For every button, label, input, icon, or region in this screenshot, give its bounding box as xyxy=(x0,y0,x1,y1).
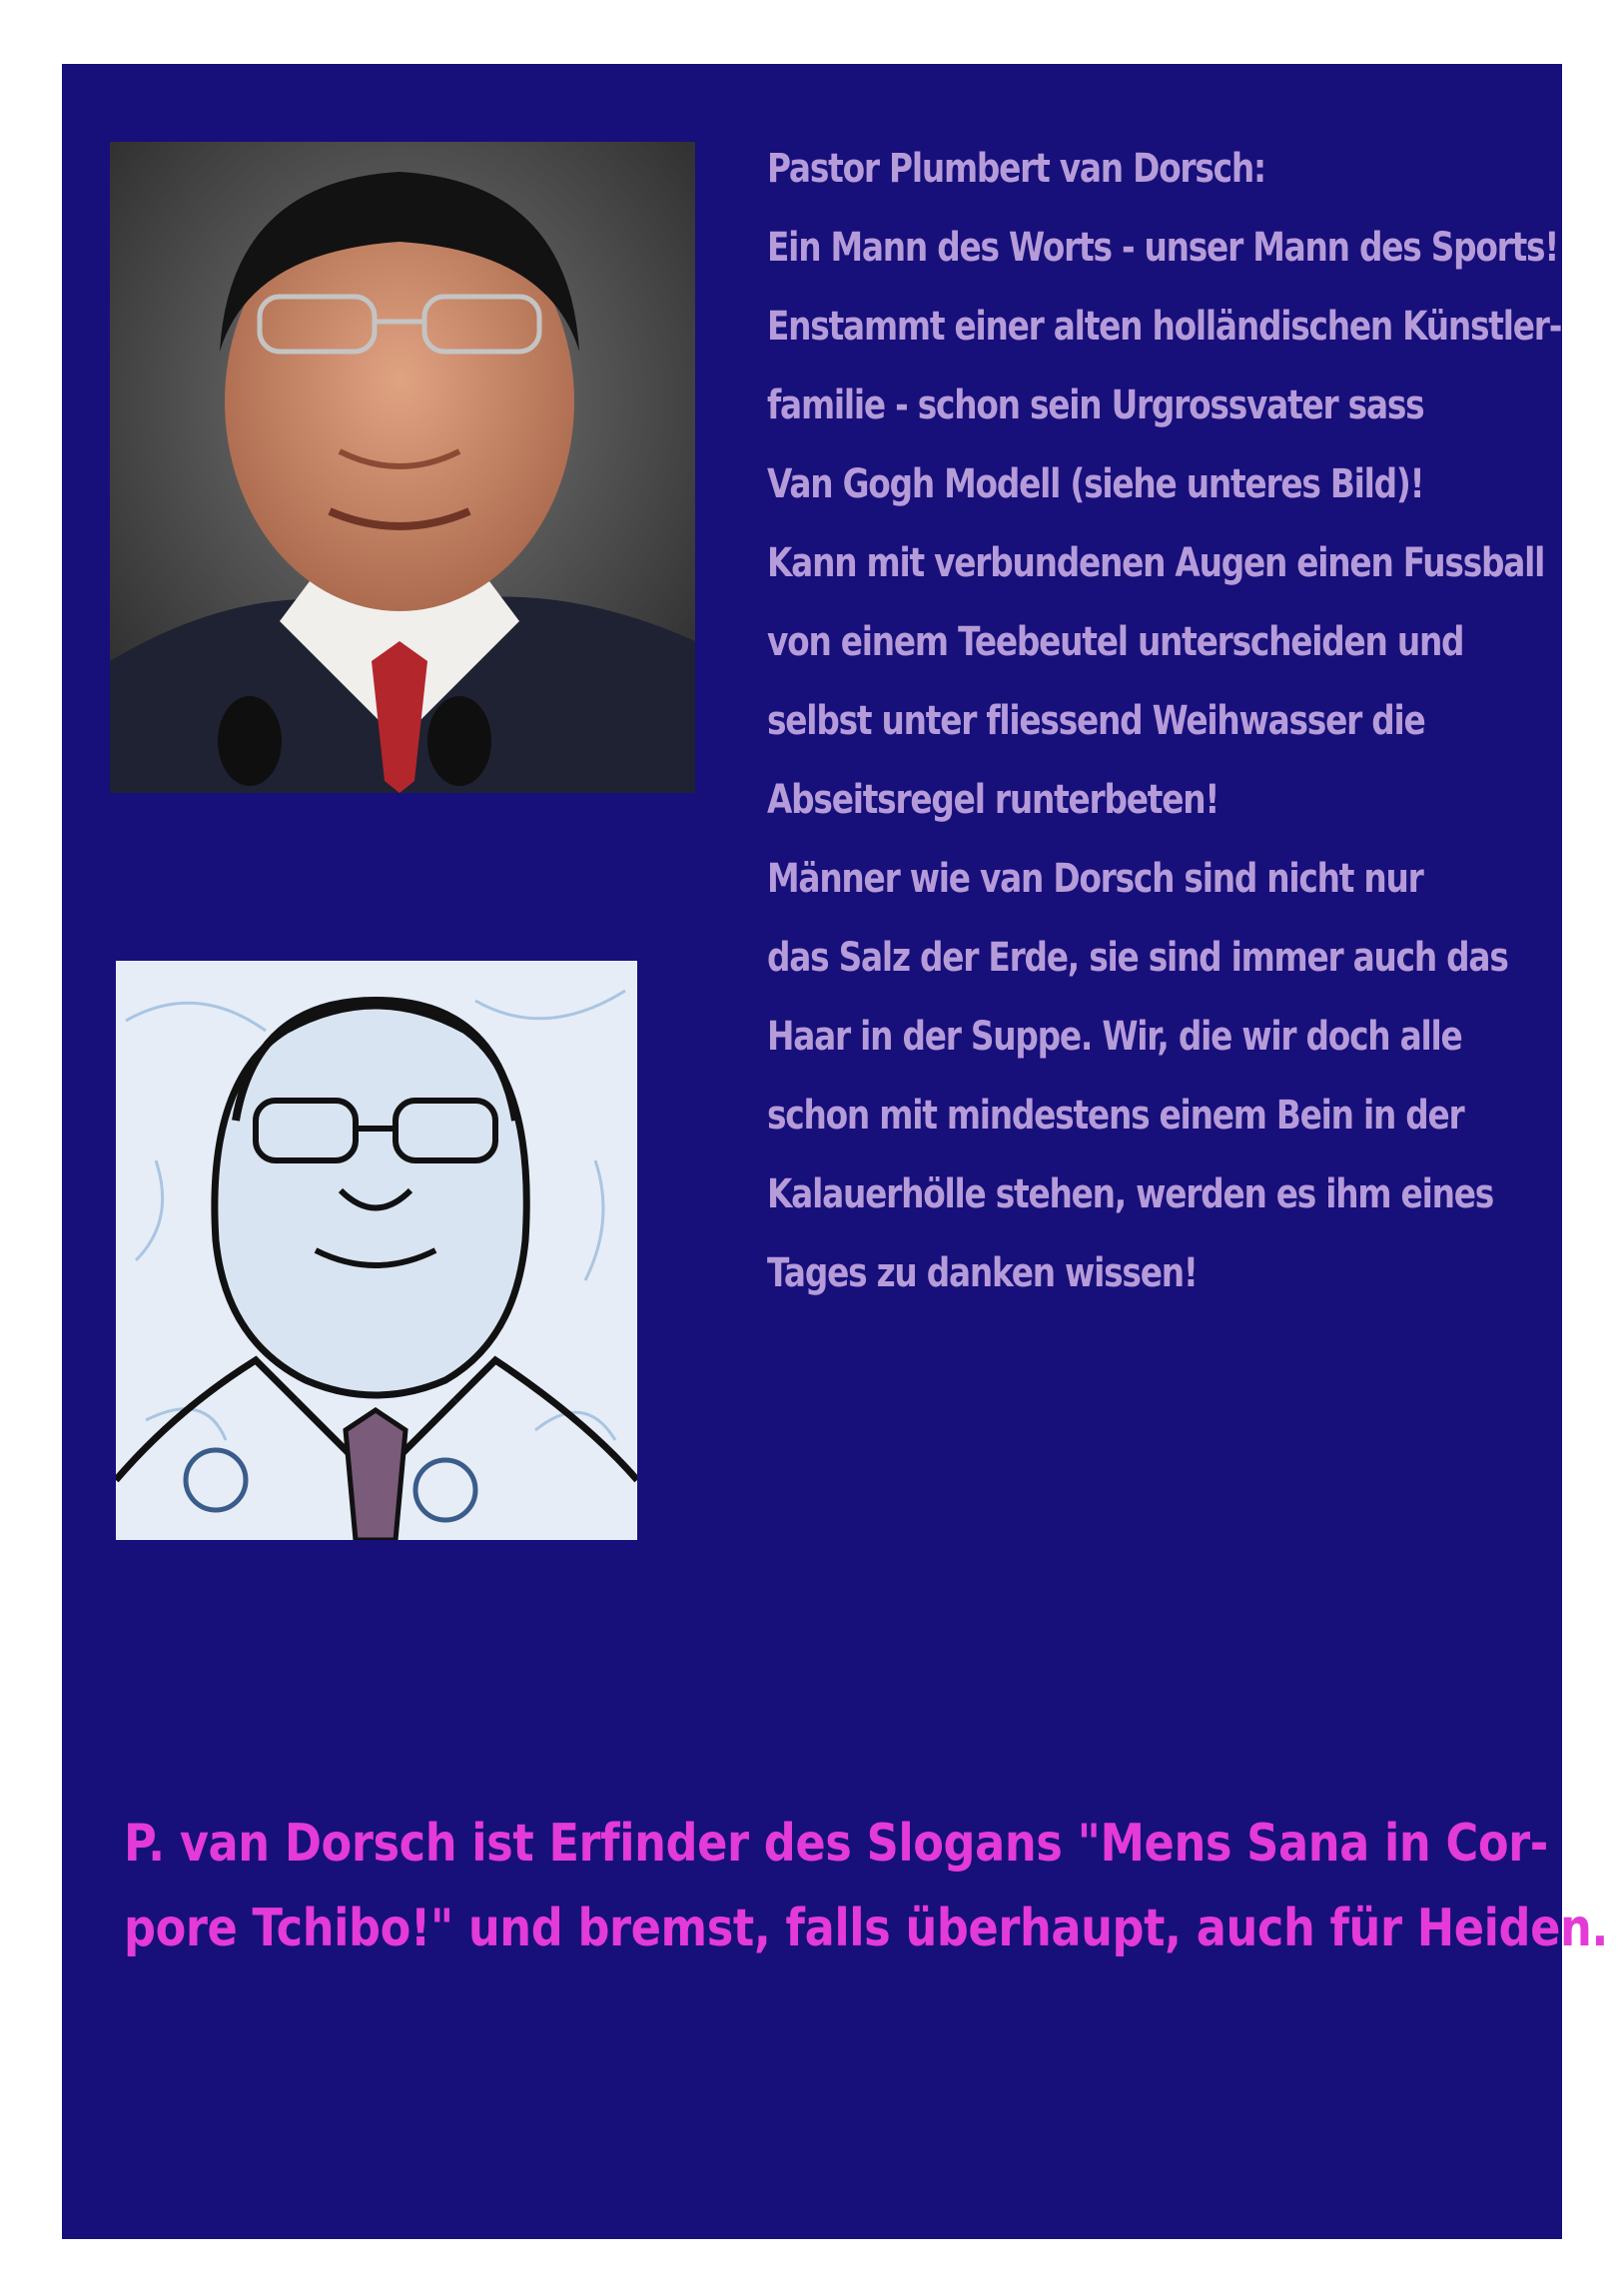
bio-line: Ein Mann des Worts - unser Mann des Sports! xyxy=(767,225,1559,271)
bio-line: von einem Teebeutel unterscheiden und xyxy=(767,619,1464,665)
bio-text xyxy=(767,130,1562,1313)
bio-line: Enstammt einer alten holländischen Künstler- xyxy=(767,304,1562,350)
poster-panel xyxy=(62,64,1608,2239)
bio-line: schon mit mindestens einem Bein in der xyxy=(767,1093,1464,1139)
bio-line: das Salz der Erde, sie sind immer auch das xyxy=(767,935,1508,981)
bio-line: familie - schon sein Urgrossvater sass xyxy=(767,383,1424,428)
slogan-line: P. van Dorsch ist Erfinder des Slogans "Mens Sana in Cor- xyxy=(124,1814,1548,1874)
bio-line: Kann mit verbundenen Augen einen Fussball xyxy=(767,540,1545,586)
bio-line: Van Gogh Modell (siehe unteres Bild)! xyxy=(767,461,1424,507)
slogan-line: pore Tchibo!" und bremst, falls überhaupt, auch für Heiden. xyxy=(124,1899,1608,1958)
bio-line: Haar in der Suppe. Wir, die wir doch alle xyxy=(767,1014,1462,1060)
slogan-text xyxy=(124,1802,1608,1971)
bio-line: selbst unter fliessend Weihwasser die xyxy=(767,698,1425,744)
portrait-photo xyxy=(110,142,695,793)
bio-line: Pastor Plumbert van Dorsch: xyxy=(767,146,1265,192)
sketch-portrait xyxy=(116,961,637,1540)
bio-line: Männer wie van Dorsch sind nicht nur xyxy=(767,856,1423,902)
bio-line: Kalauerhölle stehen, werden es ihm eines xyxy=(767,1171,1494,1217)
sketch-portrait-graphic xyxy=(116,961,637,1540)
portrait-photo-graphic xyxy=(110,142,695,793)
bio-line: Abseitsregel runterbeten! xyxy=(767,777,1219,823)
bio-line: Tages zu danken wissen! xyxy=(767,1250,1198,1296)
